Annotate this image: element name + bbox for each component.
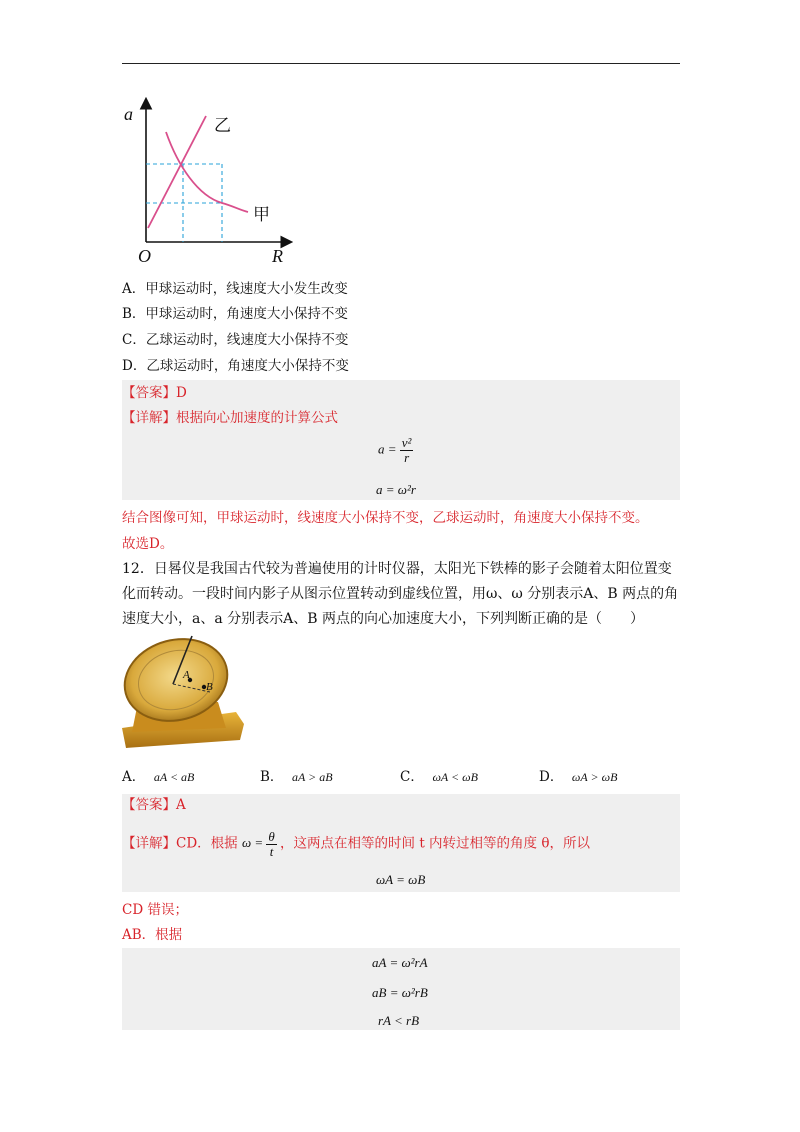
q12-stem-line-2: 化而转动。一段时间内影子从图示位置转动到虚线位置，用ω、ω 分别表示A、B 两点的角 bbox=[122, 586, 679, 602]
a-vs-R-graph bbox=[118, 96, 308, 266]
curve-yi-label: 乙 bbox=[214, 116, 231, 136]
header-rule bbox=[122, 63, 680, 64]
x-axis-label: R bbox=[272, 246, 283, 266]
q11-detail: 【详解】根据向心加速度的计算公式 bbox=[122, 410, 338, 426]
point-b-label: B bbox=[206, 681, 213, 693]
q12-equation-aA: aA = ω²rA bbox=[372, 955, 428, 970]
q12-detail: 【详解】CD．根据 ω = $\frac{\theta}{t}$ ，这两点在相等的时间 t 内转过相等的角度 θ，所以 bbox=[122, 829, 590, 859]
q11-option-b: B．甲球运动时，角速度大小保持不变 bbox=[122, 306, 348, 322]
origin-label: O bbox=[138, 246, 151, 266]
q12-equation-r: rA < rB bbox=[378, 1013, 420, 1028]
q11-conclusion: 结合图像可知，甲球运动时，线速度大小保持不变，乙球运动时，角速度大小保持不变。 bbox=[122, 510, 649, 526]
sundial-image bbox=[118, 632, 248, 752]
q11-option-a: A．甲球运动时，线速度大小发生改变 bbox=[122, 281, 348, 297]
q12-choice-d: D． ωA > ωB bbox=[539, 769, 618, 785]
q12-stem-line-1: 12．日晷仪是我国古代较为普遍使用的计时仪器，太阳光下铁棒的影子会随着太阳位置变 bbox=[122, 561, 672, 577]
q12-equation-aB: aB = ω²rB bbox=[372, 985, 428, 1000]
q11-answer: 【答案】D bbox=[122, 385, 187, 401]
q11-choose: 故选D。 bbox=[122, 536, 174, 552]
q12-choice-b: B． aA > aB bbox=[260, 769, 333, 785]
curve-yi bbox=[148, 116, 206, 228]
q11-equation-2: a = ω²r bbox=[376, 482, 416, 497]
q12-choice-a: A． aA < aB bbox=[122, 769, 195, 785]
curve-jia-label: 甲 bbox=[253, 205, 270, 225]
q12-stem-line-3: 速度大小，a、a 分别表示A、B 两点的向心加速度大小，下列判断正确的是（ ） bbox=[122, 611, 644, 627]
curve-jia bbox=[166, 132, 248, 212]
y-axis-label: a bbox=[124, 104, 133, 124]
q12-choice-c: C． ωA < ωB bbox=[400, 769, 478, 785]
q11-option-d: D．乙球运动时，角速度大小保持不变 bbox=[122, 358, 349, 374]
q11-option-c: C．乙球运动时，线速度大小保持不变 bbox=[122, 332, 349, 348]
q12-equation-omega: ωA = ωB bbox=[376, 872, 426, 887]
point-a-label: A bbox=[183, 669, 190, 681]
q12-ab-according: AB．根据 bbox=[122, 927, 183, 943]
q12-cd-wrong: CD 错误； bbox=[122, 902, 188, 918]
q11-equation-1: a = $\frac{\text{v²}}{r}$ bbox=[378, 435, 412, 465]
dashed-guides bbox=[146, 164, 222, 242]
q12-answer: 【答案】A bbox=[122, 797, 186, 813]
